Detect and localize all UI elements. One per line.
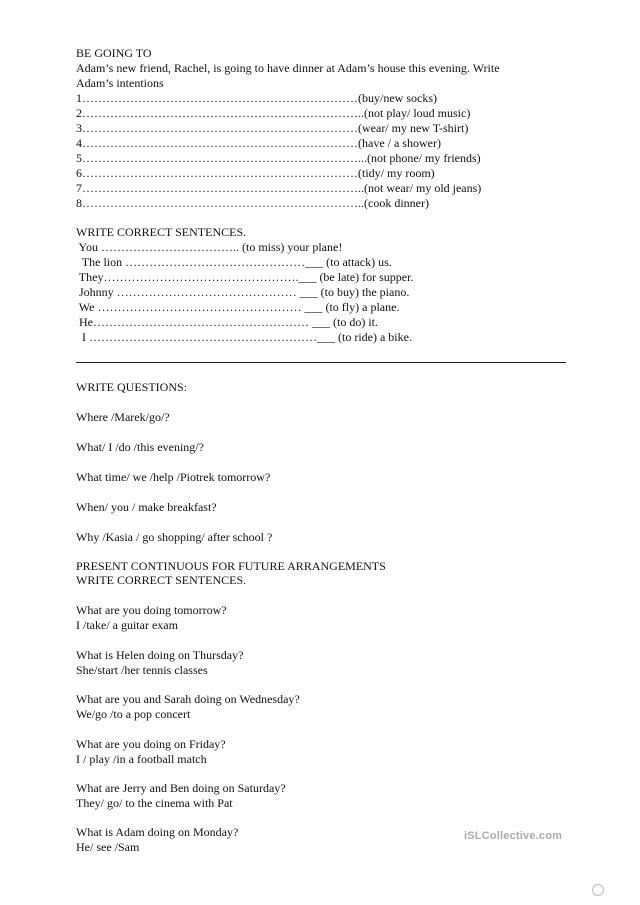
sentence-item-2: The lion ………………………………………___ (to attack) us. (76, 255, 392, 269)
section3-heading: WRITE QUESTIONS: (76, 380, 187, 394)
exercise-item-5: 5……………………………………………………………...(not phone/ my friends) (76, 151, 481, 165)
watermark: iSLCollective.com (464, 830, 563, 842)
section1-intro-line1: Adam’s new friend, Rachel, is going to have dinner at Adam’s house this evening. Write (76, 61, 500, 75)
sentence-item-1: You …………………………….. (to miss) your plane! (76, 240, 343, 254)
exercise-item-8: 8……………………………………………………………..(cook dinner) (76, 196, 429, 210)
sentence-item-6: He……………………………………………… ___ (to do) it. (76, 315, 378, 329)
corner-stamp-icon (592, 884, 604, 896)
sentence-item-4: Johnny ……………………………………… ___ (to buy) the piano. (76, 285, 410, 299)
arrangement-question-2: What is Helen doing on Thursday? (76, 648, 244, 662)
arrangement-answer-5: They/ go/ to the cinema with Pat (76, 796, 233, 810)
exercise-item-6: 6……………………………………………………………(tidy/ my room) (76, 166, 435, 180)
arrangement-question-3: What are you and Sarah doing on Wednesday? (76, 692, 300, 706)
arrangement-question-5: What are Jerry and Ben doing on Saturday? (76, 781, 286, 795)
section2-heading: WRITE CORRECT SENTENCES. (76, 225, 247, 239)
arrangement-answer-1: I /take/ a guitar exam (76, 618, 178, 632)
arrangement-answer-6: He/ see /Sam (76, 840, 140, 854)
section4-heading2: WRITE CORRECT SENTENCES. (76, 573, 247, 587)
sentence-item-3: They………………………………………….___ (be late) for supper. (76, 270, 414, 284)
arrangement-answer-2: She/start /her tennis classes (76, 663, 208, 677)
exercise-item-3: 3……………………………………………………………(wear/ my new T-shirt) (76, 121, 469, 135)
question-item-5: Why /Kasia / go shopping/ after school ? (76, 530, 273, 544)
arrangement-question-6: What is Adam doing on Monday? (76, 825, 239, 839)
sentence-item-7: I …………………………………………………___ (to ride) a bike. (76, 330, 412, 344)
arrangement-question-4: What are you doing on Friday? (76, 737, 226, 751)
section1-heading: BE GOING TO (76, 46, 152, 60)
arrangement-question-1: What are you doing tomorrow? (76, 603, 227, 617)
section-divider (76, 362, 566, 363)
sentence-item-5: We …………………………………………… ___ (to fly) a plane. (76, 300, 400, 314)
exercise-item-4: 4……………………………………………………………(have / a shower) (76, 136, 441, 150)
question-item-1: Where /Marek/go/? (76, 410, 170, 424)
exercise-item-7: 7……………………………………………………………..(not wear/ my old jeans) (76, 181, 482, 195)
exercise-item-1: 1……………………………………………………………(buy/new socks) (76, 91, 437, 105)
arrangement-answer-4: I / play /in a football match (76, 752, 207, 766)
arrangement-answer-3: We/go /to a pop concert (76, 707, 191, 721)
question-item-4: When/ you / make breakfast? (76, 500, 217, 514)
exercise-item-2: 2……………………………………………………………..(not play/ loud music) (76, 106, 471, 120)
question-item-3: What time/ we /help /Piotrek tomorrow? (76, 470, 271, 484)
section1-intro-line2: Adam’s intentions (76, 76, 164, 90)
question-item-2: What/ I /do /this evening/? (76, 440, 204, 454)
section4-heading1: PRESENT CONTINUOUS FOR FUTURE ARRANGEMENTS (76, 559, 386, 573)
